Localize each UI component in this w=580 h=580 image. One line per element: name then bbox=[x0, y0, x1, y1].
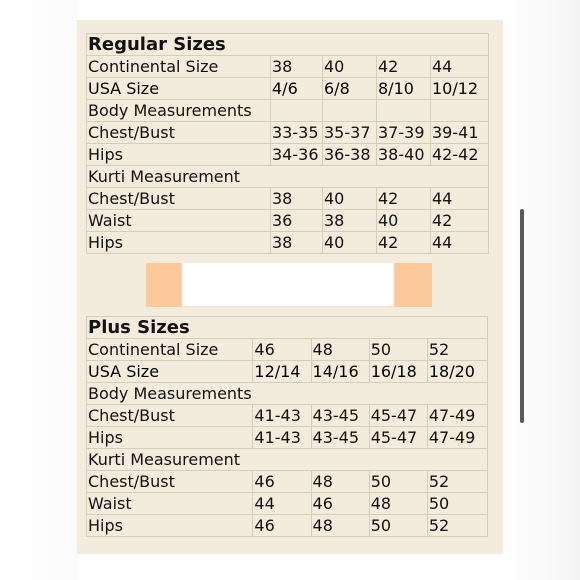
cell: 37-39 bbox=[377, 122, 431, 144]
cell: 44 bbox=[431, 188, 489, 210]
cell bbox=[431, 100, 489, 122]
cell: 44 bbox=[253, 493, 311, 515]
cell: 50 bbox=[369, 471, 427, 493]
cell: 45-47 bbox=[369, 427, 427, 449]
cell: 50 bbox=[369, 339, 427, 361]
plus-kurti-header-row bbox=[87, 449, 488, 471]
cell: 46 bbox=[253, 515, 311, 537]
cell: 38 bbox=[271, 56, 323, 78]
regular-kurti-hips-row bbox=[87, 232, 489, 254]
cell: 36 bbox=[271, 210, 323, 232]
cell: 42 bbox=[377, 232, 431, 254]
row-label: Chest/Bust bbox=[87, 122, 271, 144]
cell: 46 bbox=[311, 493, 369, 515]
cell: 40 bbox=[323, 188, 377, 210]
scrollbar-thumb[interactable] bbox=[520, 209, 524, 423]
row-label: Chest/Bust bbox=[87, 471, 253, 493]
banner-left-block bbox=[146, 263, 182, 307]
regular-body-chest-row bbox=[87, 122, 489, 144]
regular-sizes-title: Regular Sizes bbox=[87, 34, 489, 56]
row-label: USA Size bbox=[87, 361, 253, 383]
cell: 40 bbox=[323, 232, 377, 254]
cell: 14/16 bbox=[311, 361, 369, 383]
cell: 52 bbox=[427, 339, 487, 361]
cell: 38 bbox=[323, 210, 377, 232]
cell: 42 bbox=[431, 210, 489, 232]
cell: 10/12 bbox=[431, 78, 489, 100]
cell: 41-43 bbox=[253, 427, 311, 449]
plus-body-hips-row bbox=[87, 427, 488, 449]
subsection-label: Kurti Measurement bbox=[87, 449, 488, 471]
row-label: Hips bbox=[87, 515, 253, 537]
row-label: Hips bbox=[87, 427, 253, 449]
cell: 48 bbox=[311, 515, 369, 537]
cell: 45-47 bbox=[369, 405, 427, 427]
cell: 47-49 bbox=[427, 427, 487, 449]
cell bbox=[377, 100, 431, 122]
cell: 6/8 bbox=[323, 78, 377, 100]
cell: 4/6 bbox=[271, 78, 323, 100]
cell: 44 bbox=[431, 56, 489, 78]
regular-usa-row bbox=[87, 78, 489, 100]
row-label: Hips bbox=[87, 232, 271, 254]
cell: 18/20 bbox=[427, 361, 487, 383]
plus-title-row bbox=[87, 317, 488, 339]
plus-body-header-row bbox=[87, 383, 488, 405]
cell: 34-36 bbox=[271, 144, 323, 166]
cell: 40 bbox=[323, 56, 377, 78]
row-label: Waist bbox=[87, 210, 271, 232]
cell: 36-38 bbox=[323, 144, 377, 166]
cell bbox=[271, 100, 323, 122]
row-label: Chest/Bust bbox=[87, 188, 271, 210]
plus-continental-row bbox=[87, 339, 488, 361]
row-label: Waist bbox=[87, 493, 253, 515]
cell: 41-43 bbox=[253, 405, 311, 427]
cell: 8/10 bbox=[377, 78, 431, 100]
cell: 42-42 bbox=[431, 144, 489, 166]
row-label: USA Size bbox=[87, 78, 271, 100]
cell: 52 bbox=[427, 471, 487, 493]
plus-usa-row bbox=[87, 361, 488, 383]
cell: 42 bbox=[377, 56, 431, 78]
cell: 44 bbox=[431, 232, 489, 254]
cell bbox=[323, 100, 377, 122]
right-margin bbox=[502, 0, 580, 580]
banner-blank-area bbox=[182, 263, 394, 307]
cell: 48 bbox=[311, 471, 369, 493]
cell: 52 bbox=[427, 515, 487, 537]
cell: 46 bbox=[253, 339, 311, 361]
cell: 16/18 bbox=[369, 361, 427, 383]
regular-kurti-header-row bbox=[87, 166, 489, 188]
left-margin bbox=[0, 0, 78, 580]
regular-kurti-waist-row bbox=[87, 210, 489, 232]
regular-sizes-table bbox=[86, 33, 489, 254]
row-label: Continental Size bbox=[87, 339, 253, 361]
plus-sizes-table bbox=[86, 316, 488, 537]
cell: 12/14 bbox=[253, 361, 311, 383]
plus-kurti-hips-row bbox=[87, 515, 488, 537]
plus-kurti-waist-row bbox=[87, 493, 488, 515]
row-label: Continental Size bbox=[87, 56, 271, 78]
cell: 47-49 bbox=[427, 405, 487, 427]
row-label: Chest/Bust bbox=[87, 405, 253, 427]
regular-body-header-row bbox=[87, 100, 489, 122]
cell: 33-35 bbox=[271, 122, 323, 144]
regular-continental-row bbox=[87, 56, 489, 78]
plus-sizes-title: Plus Sizes bbox=[87, 317, 488, 339]
subsection-label: Kurti Measurement bbox=[87, 166, 489, 188]
cell: 43-45 bbox=[311, 427, 369, 449]
cell: 50 bbox=[427, 493, 487, 515]
cell: 38 bbox=[271, 188, 323, 210]
cell: 40 bbox=[377, 210, 431, 232]
cell: 48 bbox=[311, 339, 369, 361]
banner-right-block bbox=[394, 263, 432, 307]
cell: 43-45 bbox=[311, 405, 369, 427]
row-label: Hips bbox=[87, 144, 271, 166]
plus-body-chest-row bbox=[87, 405, 488, 427]
cell: 48 bbox=[369, 493, 427, 515]
cell: 35-37 bbox=[323, 122, 377, 144]
cell: 50 bbox=[369, 515, 427, 537]
cell: 38 bbox=[271, 232, 323, 254]
plus-kurti-chest-row bbox=[87, 471, 488, 493]
cell: 42 bbox=[377, 188, 431, 210]
subsection-label: Body Measurements bbox=[87, 100, 271, 122]
regular-body-hips-row bbox=[87, 144, 489, 166]
regular-title-row bbox=[87, 34, 489, 56]
subsection-label: Body Measurements bbox=[87, 383, 488, 405]
cell: 38-40 bbox=[377, 144, 431, 166]
regular-kurti-chest-row bbox=[87, 188, 489, 210]
cell: 46 bbox=[253, 471, 311, 493]
cell: 39-41 bbox=[431, 122, 489, 144]
